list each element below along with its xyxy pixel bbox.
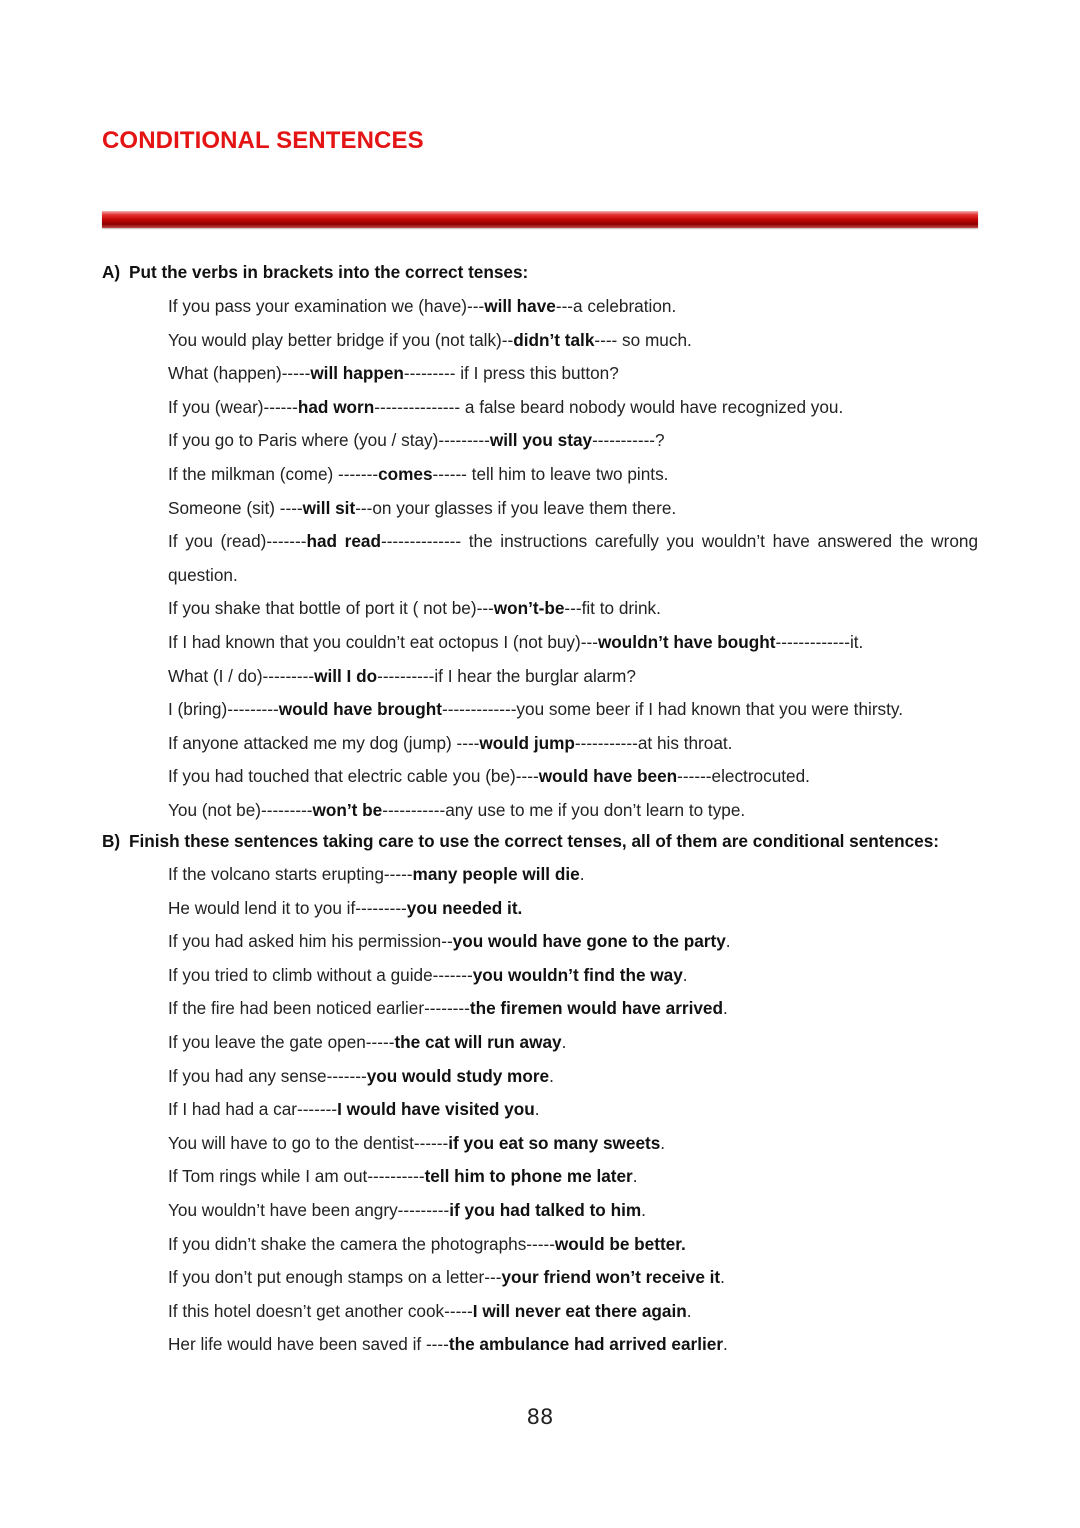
sentence-item: [168, 1060, 554, 1094]
sentence-text: .: [534, 1099, 540, 1120]
section-b-letter: B): [102, 831, 121, 851]
sentence-text: -------------- the instructions carefully you wouldn’t have answered the wrong question.: [168, 531, 978, 585]
answer-text: didn’t talk: [513, 329, 595, 350]
answer-text: wouldn’t have bought: [597, 632, 776, 652]
sentence-text: If I had had a car-------: [168, 1099, 338, 1120]
sentence-text: I (bring)---------: [168, 699, 279, 720]
sentence-item: [168, 324, 692, 358]
sentence-item: [168, 290, 676, 324]
section-b-heading: [102, 831, 939, 852]
answer-text: will I do: [314, 665, 378, 686]
answer-text: had read: [306, 531, 381, 552]
sentence-item: [168, 760, 810, 794]
sentence-text: .: [720, 1267, 725, 1288]
sentence-item: [168, 1160, 638, 1194]
answer-text: will you stay: [489, 430, 593, 451]
answer-text: you wouldn’t find the way: [472, 964, 683, 985]
sentence-text: .: [722, 998, 728, 1019]
sentence-item: [168, 1261, 725, 1295]
sentence-text: .: [686, 1300, 692, 1321]
sentence-item: [168, 892, 522, 926]
section-a-letter: A): [102, 262, 121, 282]
sentence-text: If this hotel doesn’t get another cook-----: [168, 1300, 473, 1321]
sentence-text: -------------it.: [775, 632, 864, 652]
sentence-item: [168, 1194, 646, 1228]
sentence-text: .: [725, 931, 731, 952]
answer-text: won’t be: [312, 800, 383, 820]
sentence-text: ---on your glasses if you leave them there.: [355, 497, 677, 518]
sentence-item: [168, 357, 619, 391]
answer-text: would have brought: [278, 699, 443, 720]
sentence-text: -------------you some beer if I had known that you were thirsty.: [442, 699, 904, 720]
sentence-text: .: [641, 1200, 646, 1220]
answer-text: tell him to phone me later: [424, 1166, 633, 1187]
answer-text: the cat will run away: [394, 1032, 562, 1052]
sentence-item: [168, 492, 676, 526]
sentence-text: ---fit to drink.: [564, 598, 661, 619]
answer-text: would be better.: [554, 1233, 686, 1254]
answer-text: if you had talked to him: [449, 1200, 642, 1220]
answer-text: you would study more: [366, 1065, 550, 1086]
sentence-text: If you had any sense-------: [168, 1065, 367, 1086]
sentence-item: [168, 525, 978, 592]
sentence-item: [168, 660, 636, 694]
sentence-text: .: [549, 1065, 554, 1086]
sentence-text: You would play better bridge if you (not talk)--: [168, 329, 514, 350]
page-number: 88: [526, 1405, 554, 1429]
sentence-text: What (I / do)---------: [168, 665, 315, 686]
answer-text: if you eat so many sweets: [448, 1132, 661, 1153]
sentence-text: He would lend it to you if---------: [168, 897, 407, 918]
section-a-heading: [102, 262, 528, 283]
sentence-text: If you (read)-------: [168, 531, 307, 552]
answer-text: your friend won’t receive it: [501, 1267, 721, 1288]
sentence-text: .: [660, 1132, 666, 1153]
sentence-text: ---a celebration.: [555, 296, 677, 316]
sentence-item: [168, 1127, 665, 1161]
sentence-text: If you shake that bottle of port it ( not be)---: [168, 598, 494, 619]
sentence-item: [168, 1093, 540, 1127]
sentence-text: --------------- a false beard nobody would have recognized you.: [374, 396, 844, 417]
sentence-text: If you tried to climb without a guide-------: [168, 964, 473, 985]
sentence-item: [168, 1026, 566, 1060]
sentence-text: If you pass your examination we (have)---: [168, 296, 485, 316]
sentence-text: If anyone attacked me my dog (jump) ----: [168, 732, 480, 753]
answer-text: would have been: [538, 766, 678, 787]
answer-text: comes: [378, 464, 433, 484]
sentence-text: --------- if I press this button?: [403, 363, 619, 384]
sentence-text: ------ tell him to leave two pints.: [432, 464, 669, 484]
sentence-text: .: [561, 1032, 567, 1052]
sentence-text: You (not be)---------: [168, 800, 313, 820]
sentence-text: -----------?: [592, 430, 665, 451]
sentence-text: Her life would have been saved if ----: [168, 1334, 449, 1355]
sentence-item: [168, 458, 668, 492]
sentence-text: You wouldn’t have been angry---------: [168, 1200, 450, 1220]
sentence-item: [168, 794, 745, 828]
sentence-text: .: [632, 1166, 638, 1187]
page-title: CONDITIONAL SENTENCES: [102, 127, 424, 154]
sentence-text: .: [723, 1334, 728, 1355]
decorative-divider: [102, 211, 978, 228]
sentence-text: If you don’t put enough stamps on a letter---: [168, 1267, 502, 1288]
answer-text: I will never eat there again: [472, 1300, 687, 1321]
sentence-item: [168, 1228, 686, 1262]
sentence-text: .: [682, 964, 688, 985]
sentence-item: [168, 693, 903, 727]
sentence-text: -----------any use to me if you don’t learn to type.: [382, 800, 746, 820]
sentence-text: .: [579, 864, 585, 884]
answer-text: the ambulance had arrived earlier: [448, 1334, 724, 1355]
sentence-text: ---- so much.: [594, 329, 692, 350]
answer-text: many people will die: [412, 864, 580, 884]
sentence-text: If Tom rings while I am out----------: [168, 1166, 425, 1187]
answer-text: would jump: [479, 732, 575, 753]
sentence-text: If you had asked him his permission--: [168, 931, 453, 952]
sentence-text: ------electrocuted.: [677, 766, 810, 787]
sentence-item: [168, 1328, 728, 1362]
sentence-text: You will have to go to the dentist------: [168, 1132, 449, 1153]
sentence-text: If you (wear)------: [168, 396, 298, 417]
sentence-item: [168, 391, 843, 425]
sentence-text: If you leave the gate open-----: [168, 1032, 395, 1052]
sentence-text: Someone (sit) ----: [168, 497, 303, 518]
answer-text: will happen: [310, 363, 404, 384]
section-a-instruction: Put the verbs in brackets into the correct tenses:: [129, 262, 529, 282]
sentence-item: [168, 925, 731, 959]
sentence-item: [168, 424, 665, 458]
answer-text: won’t-be: [493, 598, 565, 619]
sentence-item: [168, 626, 863, 660]
sentence-text: If the volcano starts erupting-----: [168, 864, 413, 884]
sentence-item: [168, 727, 732, 761]
answer-text: had worn: [297, 396, 375, 417]
sentence-text: If the milkman (come) -------: [168, 464, 379, 484]
section-b-instruction: Finish these sentences taking care to use the correct tenses, all of them are conditional sentences:: [129, 831, 939, 851]
answer-text: will have: [484, 296, 556, 316]
sentence-item: [168, 592, 661, 626]
sentence-item: [168, 992, 728, 1026]
sentence-text: If you had touched that electric cable you (be)----: [168, 766, 539, 787]
answer-text: I would have visited you: [337, 1099, 535, 1120]
answer-text: will sit: [302, 497, 356, 518]
sentence-text: If you go to Paris where (you / stay)---------: [168, 430, 490, 451]
sentence-text: If the fire had been noticed earlier--------: [168, 998, 470, 1019]
answer-text: you would have gone to the party: [452, 931, 726, 952]
sentence-text: If I had known that you couldn’t eat octopus I (not buy)---: [168, 632, 598, 652]
sentence-text: -----------at his throat.: [574, 732, 733, 753]
sentence-text: If you didn’t shake the camera the photographs-----: [168, 1233, 555, 1254]
answer-text: the firemen would have arrived: [469, 998, 723, 1019]
sentence-item: [168, 1295, 692, 1329]
sentence-item: [168, 959, 688, 993]
sentence-item: [168, 858, 584, 892]
sentence-text: ----------if I hear the burglar alarm?: [377, 665, 636, 686]
sentence-text: What (happen)-----: [168, 363, 311, 384]
answer-text: you needed it.: [406, 897, 523, 918]
